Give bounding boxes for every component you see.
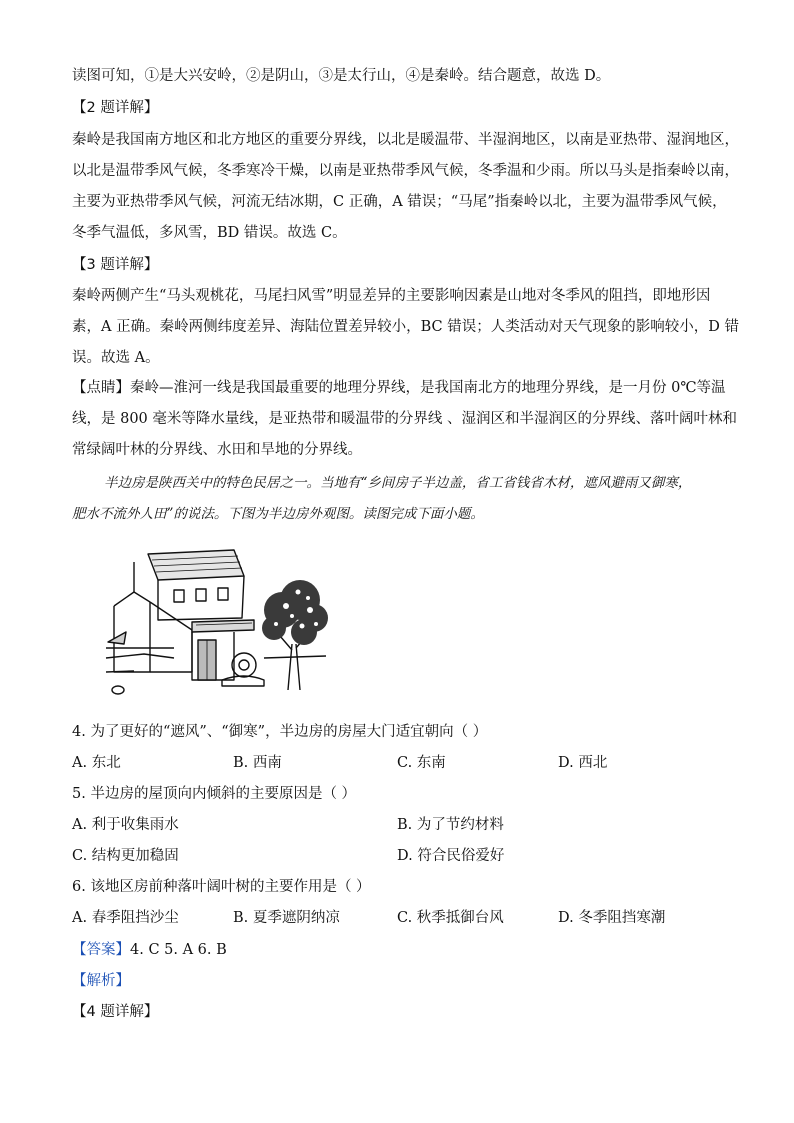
tip-paragraph-line: 线，是 800 毫米等降水量线，是亚热带和暖温带的分界线 、湿润区和半湿润区的分界线、落叶阔叶林和 <box>72 411 737 427</box>
question-4-option-b[interactable]: B. 西南 <box>233 755 282 771</box>
paragraph-q2-line: 秦岭是我国南方地区和北方地区的重要分界线，以北是暖温带、半湿润地区，以南是亚热带、湿润地区， <box>72 132 739 148</box>
question-4-option-a[interactable]: A. 东北 <box>72 755 121 771</box>
tip-paragraph-line: 【点睛】秦岭—淮河一线是我国最重要的地理分界线，是我国南北方的地理分界线，是一月份 0℃等温 <box>72 380 726 396</box>
question-5-option-a[interactable]: A. 利于收集雨水 <box>72 817 179 833</box>
tip-paragraph-line: 常绿阔叶林的分界线、水田和旱地的分界线。 <box>72 442 362 458</box>
question-6-option-a[interactable]: A. 春季阻挡沙尘 <box>72 910 179 926</box>
section-heading-q2: 【2 题详解】 <box>72 100 159 116</box>
paragraph-q3-line: 误。故选 A。 <box>72 350 160 366</box>
question-4-option-d[interactable]: D. 西北 <box>558 755 608 771</box>
paragraph-q3-line: 秦岭两侧产生“马头观桃花，马尾扫风雪”明显差异的主要影响因素是山地对冬季风的阻挡，即地形因 <box>72 288 711 304</box>
question-5-option-b[interactable]: B. 为了节约材料 <box>397 817 504 833</box>
question-4-option-c[interactable]: C. 东南 <box>397 755 446 771</box>
paragraph-q2-line: 主要为亚热带季风气候，河流无结冰期，C 正确，A 错误；“马尾”指秦岭以北，主要为温带季风气候， <box>72 194 727 210</box>
half-side-house-figure <box>104 540 330 700</box>
material-intro-line: 肥水不流外人田”的说法。下图为半边房外观图。读图完成下面小题。 <box>72 506 484 522</box>
question-6-option-b[interactable]: B. 夏季遮阴纳凉 <box>233 910 340 926</box>
section-heading-q4: 【4 题详解】 <box>72 1004 159 1020</box>
question-5-option-c[interactable]: C. 结构更加稳固 <box>72 848 179 864</box>
material-intro-line: 半边房是陕西关中的特色民居之一。当地有“乡间房子半边盖，省工省钱省木材，遮风避雨又御寒， <box>104 475 692 491</box>
analysis-heading: 【解析】 <box>72 973 130 989</box>
answer-values: 4. C 5. A 6. B <box>130 942 227 958</box>
answer-line <box>72 940 227 960</box>
question-6-option-d[interactable]: D. 冬季阻挡寒潮 <box>558 910 666 926</box>
question-5-option-d[interactable]: D. 符合民俗爱好 <box>397 848 505 864</box>
paragraph-q2-line: 冬季气温低，多风雪，BD 错误。故选 C。 <box>72 225 347 241</box>
paragraph-q3-line: 素，A 正确。秦岭两侧纬度差异、海陆位置差异较小，BC 错误；人类活动对天气现象的影响较小，D 错 <box>72 319 739 335</box>
question-6-option-c[interactable]: C. 秋季抵御台风 <box>397 910 504 926</box>
question-6-stem: 6. 该地区房前种落叶阔叶树的主要作用是（ ） <box>72 879 371 895</box>
question-5-stem: 5. 半边房的屋顶向内倾斜的主要原因是（ ） <box>72 786 357 802</box>
section-heading-q3: 【3 题详解】 <box>72 257 159 273</box>
paragraph-q1-conclusion: 读图可知，①是大兴安岭，②是阴山，③是太行山，④是秦岭。结合题意，故选 D。 <box>72 68 611 84</box>
paragraph-q2-line: 以北是温带季风气候，冬季寒冷干燥，以南是亚热带季风气候，冬季温和少雨。所以马头是指秦岭以南， <box>72 163 739 179</box>
question-4-stem: 4. 为了更好的“遮风”、“御寒”，半边房的房屋大门适宜朝向（ ） <box>72 724 488 740</box>
answer-label: 【答案】 <box>72 942 130 958</box>
